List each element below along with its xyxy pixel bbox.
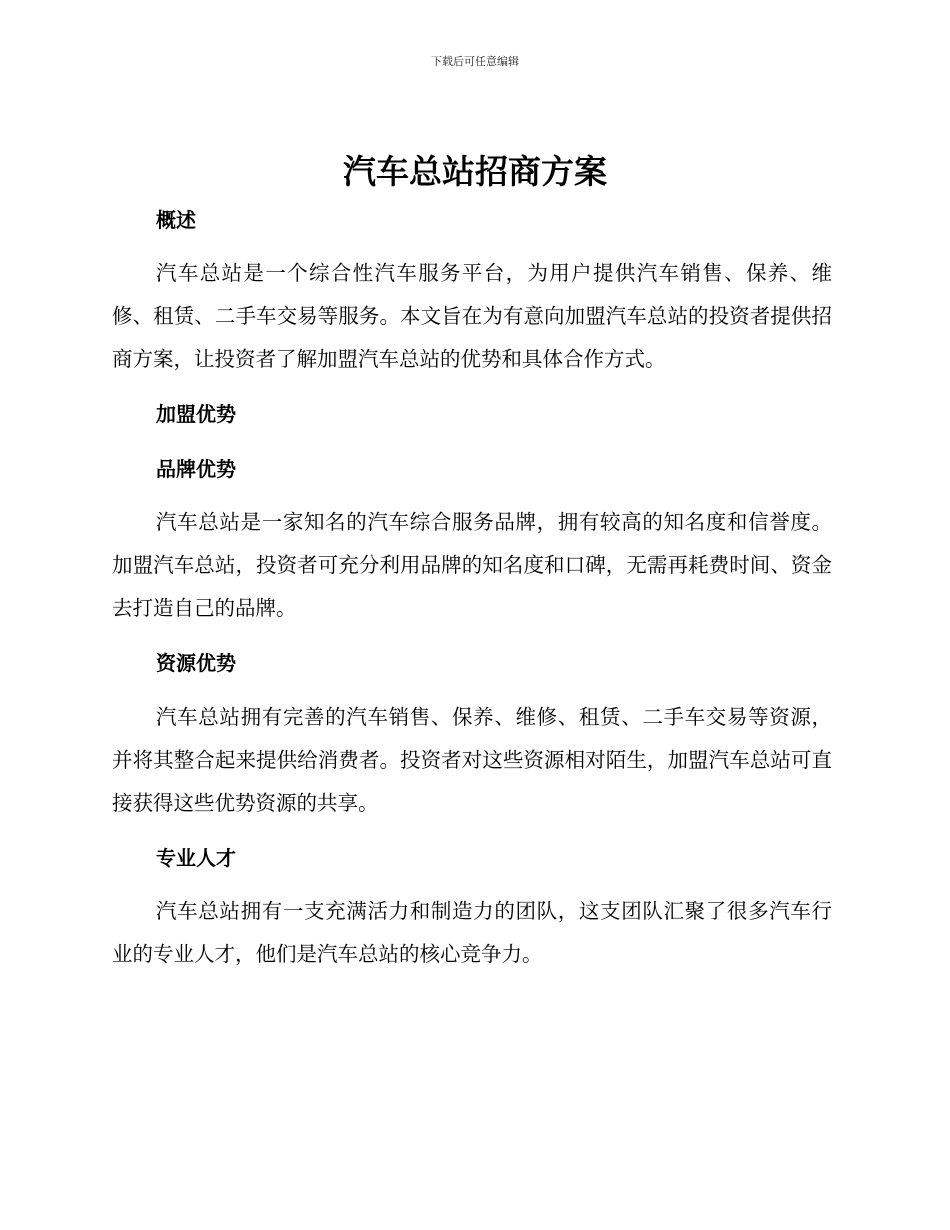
page-header-note: 下载后可任意编辑 xyxy=(431,55,519,68)
section-paragraph-professional-talent: 汽车总站拥有一支充满活力和制造力的团队，这支团队汇聚了很多汽车行业的专业人才，他们是汽车总站的核心竞争力。 xyxy=(112,899,832,966)
section-heading-brand-advantage: 品牌优势 xyxy=(156,457,236,481)
section-heading-franchise-advantages: 加盟优势 xyxy=(156,402,236,426)
section-paragraph-resource-advantage: 汽车总站拥有完善的汽车销售、保养、维修、租赁、二手车交易等资源，并将其整合起来提供给消费者。投资者对这些资源相对陌生，加盟汽车总站可直接获得这些优势资源的共享。 xyxy=(112,705,832,815)
document-title: 汽车总站招商方案 xyxy=(343,152,607,191)
section-paragraph-overview: 汽车总站是一个综合性汽车服务平台，为用户提供汽车销售、保养、维修、租赁、二手车交易等服务。本文旨在为有意向加盟汽车总站的投资者提供招商方案，让投资者了解加盟汽车总站的优势和具体合作方式。 xyxy=(112,261,832,371)
section-heading-resource-advantage: 资源优势 xyxy=(156,651,236,675)
section-heading-overview: 概述 xyxy=(156,208,196,232)
section-paragraph-brand-advantage: 汽车总站是一家知名的汽车综合服务品牌，拥有较高的知名度和信誉度。加盟汽车总站，投资者可充分利用品牌的知名度和口碑，无需再耗费时间、资金去打造自己的品牌。 xyxy=(112,510,832,620)
section-heading-professional-talent: 专业人才 xyxy=(156,846,236,870)
